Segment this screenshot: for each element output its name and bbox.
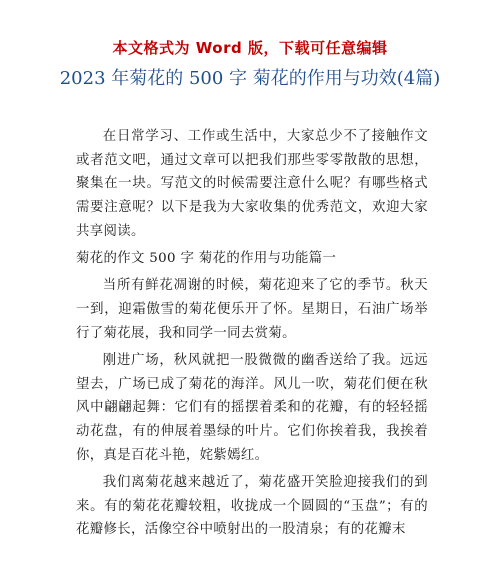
section-heading: 菊花的作文 500 字 菊花的作用与功能篇一 <box>76 251 337 267</box>
editable-notice-banner: 本文格式为 Word 版，下载可任意编辑 <box>112 39 388 57</box>
document-title: 2023 年菊花的 500 字 菊花的作用与功效(4篇) <box>59 68 441 89</box>
body-paragraph: 刚进广场，秋风就把一股微微的幽香送给了我。远远望去，广场已成了菊花的海洋。风儿一吹，菊花们便在秋风中翩翩起舞：它们有的摇摆着柔和的花瓣，有的轻轻摇动花盘，有的伸展着墨绿的叶片。它们你挨着我，我挨着你，真是百花斗艳，姹紫嫣红。 <box>76 352 428 463</box>
intro-paragraph: 在日常学习、工作或生活中，大家总少不了接触作文或者范文吧，通过文章可以把我们那些零零散散的思想，聚集在一块。写范文的时候需要注意什么呢？有哪些格式需要注意呢？以下是我为大家收集的优秀范文，欢迎大家共享阅读。 <box>76 129 428 239</box>
body-paragraph: 当所有鲜花凋谢的时候，菊花迎来了它的季节。秋天一到，迎霜傲雪的菊花便乐开了怀。星期日，石油广场举行了菊花展，我和同学一同去赏菊。 <box>76 278 428 341</box>
body-paragraph: 我们离菊花越来越近了，菊花盛开笑脸迎接我们的到来。有的菊花花瓣较粗，收拢成一个圆圆的“玉盘”；有的花瓣修长，活像空谷中喷射出的一股清泉；有的花瓣末 <box>76 474 428 538</box>
document-body <box>76 125 428 545</box>
